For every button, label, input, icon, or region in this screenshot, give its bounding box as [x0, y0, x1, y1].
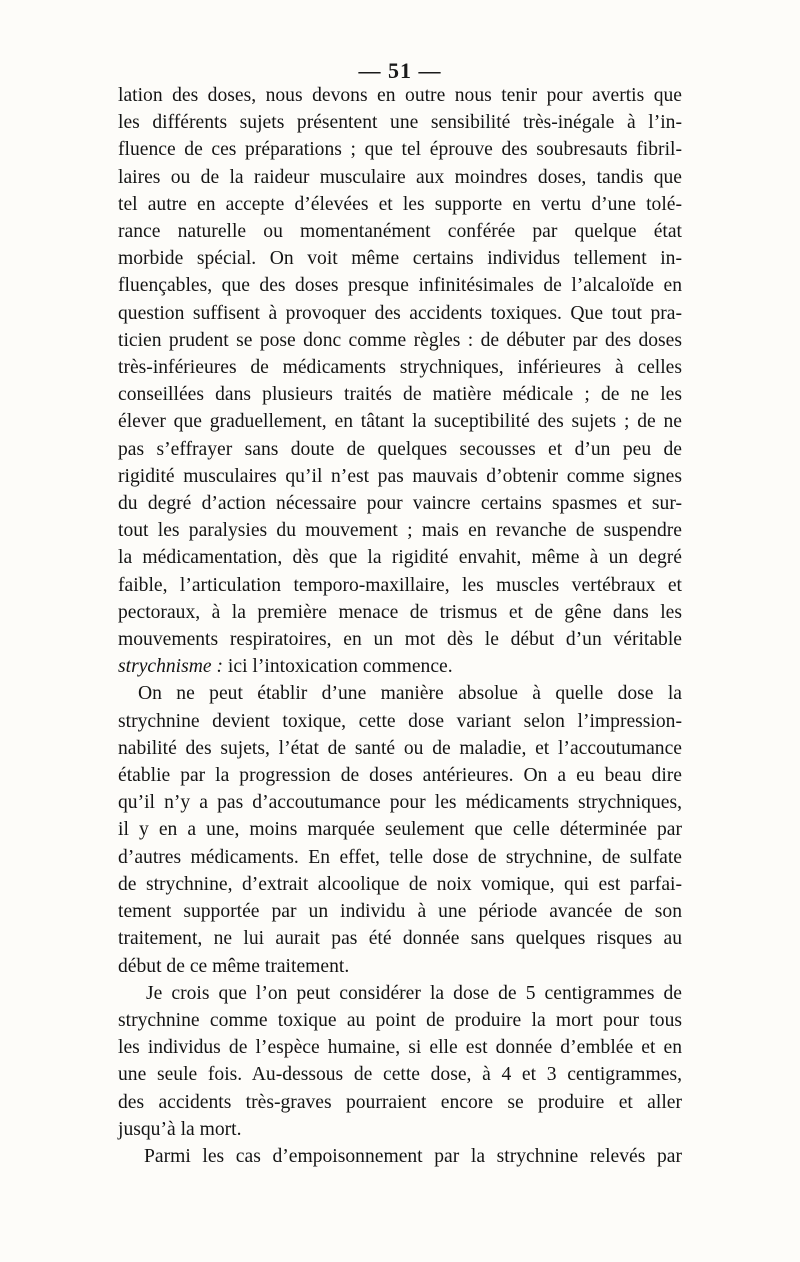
text-line: question suffisent à provoquer des accidents toxiques. Que tout pra- [118, 302, 682, 324]
text-line: fluence de ces préparations ; que tel éprouve des soubresauts fibril- [118, 139, 682, 161]
text-line: une seule fois. Au-dessous de cette dose, à 4 et 3 centigrammes, [118, 1064, 682, 1086]
text-line: lation des doses, nous devons en outre nous tenir pour avertis que [118, 85, 682, 106]
text-line: strychnine comme toxique au point de produire la mort pour tous [118, 1009, 682, 1031]
line-text: ici l’intoxication commence. [223, 656, 453, 678]
text-line: Parmi les cas d’empoisonnement par la strychnine relevés par [144, 1145, 682, 1167]
text-line: de strychnine, d’extrait alcoolique de noix vomique, qui est parfai- [118, 873, 682, 895]
text-line: rance naturelle ou momentanément conférée par quelque état [118, 221, 682, 243]
text-line: pectoraux, à la première menace de trismus et de gêne dans les [118, 601, 682, 623]
text-line: conseillées dans plusieurs traités de matière médicale ; de ne les [118, 384, 682, 406]
text-line: élever que graduellement, en tâtant la suceptibilité des sujets ; de ne [118, 411, 682, 433]
text-line: ticien prudent se pose donc comme règles : de débuter par des doses [118, 329, 682, 351]
text-line: rigidité musculaires qu’il n’est pas mauvais d’obtenir comme signes [118, 465, 682, 487]
text-line: qu’il n’y a pas d’accoutumance pour les médicaments strychniques, [118, 792, 682, 814]
text-line: traitement, ne lui aurait pas été donnée sans quelques risques au [118, 928, 682, 950]
page-number: — 51 — [358, 58, 442, 83]
text-line: les différents sujets présentent une sensibilité très-inégale à l’in- [118, 112, 682, 134]
text-line: On ne peut établir d’une manière absolue à quelle dose la [138, 683, 682, 705]
text-line [118, 653, 682, 680]
text-line: tout les paralysies du mouvement ; mais en revanche de suspendre [118, 520, 682, 542]
text-line: Je crois que l’on peut considérer la dose de 5 centigrammes de [146, 982, 682, 1004]
text-line: nabilité des sujets, l’état de santé ou de maladie, et l’accoutumance [118, 737, 682, 759]
text-line: morbide spécial. On voit même certains individus tellement in- [118, 248, 682, 270]
text-line: établie par la progression de doses antérieures. On a eu beau dire [118, 765, 682, 787]
text-line: jusqu’à la mort. [118, 1118, 242, 1140]
text-line: il y en a une, moins marquée seulement que celle déterminée par [118, 819, 682, 841]
text-line: les individus de l’espèce humaine, si elle est donnée d’emblée et en [118, 1037, 682, 1059]
text-line: début de ce même traitement. [118, 955, 350, 977]
text-line: faible, l’articulation temporo-maxillaire, les muscles vertébraux et [118, 574, 682, 596]
italic-term: strychnisme : [118, 656, 224, 678]
text-line: pas s’effrayer sans doute de quelques secousses et d’un peu de [118, 438, 682, 460]
text-line: des accidents très-graves pourraient encore se produire et aller [118, 1091, 682, 1113]
text-line: d’autres médicaments. En effet, telle dose de strychnine, de sulfate [118, 846, 682, 868]
body-text [118, 82, 682, 1170]
text-line: strychnine devient toxique, cette dose variant selon l’impression- [118, 710, 682, 732]
text-line: tel autre en accepte d’élevées et les supporte en vertu d’une tolé- [118, 193, 682, 215]
text-line: très-inférieures de médicaments strychniques, inférieures à celles [118, 357, 682, 379]
text-line: tement supportée par un individu à une période avancée de son [118, 901, 682, 923]
text-line: laires ou de la raideur musculaire aux moindres doses, tandis que [118, 166, 682, 188]
text-line: mouvements respiratoires, en un mot dès le début d’un véritable [118, 629, 682, 651]
text-line: du degré d’action nécessaire pour vaincre certains spasmes et sur- [118, 493, 682, 515]
text-line: fluençables, que des doses presque infinitésimales de l’alcaloïde en [118, 275, 682, 297]
text-line: la médicamentation, dès que la rigidité envahit, même à un degré [118, 547, 682, 569]
